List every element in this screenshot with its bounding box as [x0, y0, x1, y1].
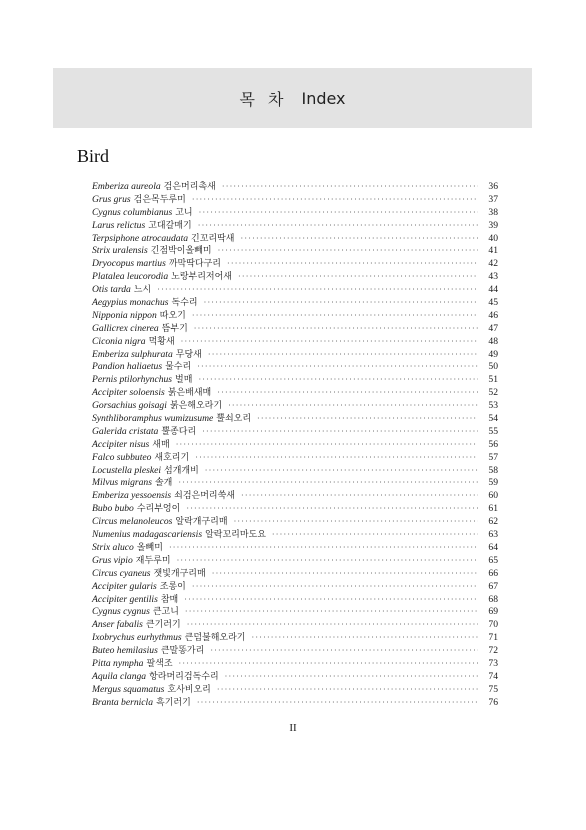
korean-name: 노랑부리저어새: [171, 272, 232, 283]
korean-name: 알락개구리매: [175, 517, 228, 528]
dot-leader: [187, 619, 478, 632]
entry-page-number: 74: [488, 670, 498, 682]
entry-page-number: 68: [488, 593, 498, 605]
scientific-name: Buteo hemilasius: [92, 645, 158, 657]
toc-entry[interactable]: [92, 361, 498, 374]
toc-entry[interactable]: [92, 568, 498, 581]
dot-leader: [195, 452, 478, 465]
toc-entry[interactable]: [92, 594, 498, 607]
entry-page-number: 47: [488, 322, 498, 334]
entry-page-number: 52: [488, 387, 498, 399]
entry-page-number: 62: [488, 516, 498, 528]
entry-page-number: 63: [488, 529, 498, 541]
section-title: Bird: [77, 146, 110, 166]
dot-leader: [257, 413, 478, 426]
scientific-name: Locustella pleskei: [92, 464, 162, 476]
toc-entry[interactable]: [92, 581, 498, 594]
entry-page-number: 56: [488, 438, 498, 450]
toc-entry[interactable]: [92, 207, 498, 220]
entry-page-number: 72: [488, 645, 498, 657]
dot-leader: [197, 361, 478, 374]
entry-page-number: 53: [488, 400, 498, 412]
entry-page-number: 71: [488, 632, 498, 644]
toc-list: [92, 181, 498, 710]
dot-leader: [199, 207, 478, 220]
toc-entry[interactable]: [92, 271, 498, 284]
korean-name: 뿔쇠오리: [216, 414, 252, 425]
dot-leader: [228, 400, 478, 413]
dot-leader: [179, 658, 478, 671]
scientific-name: Accipiter gularis: [92, 580, 157, 592]
dot-leader: [181, 336, 478, 349]
dot-leader: [184, 594, 478, 607]
dot-leader: [272, 529, 478, 542]
dot-leader: [218, 245, 478, 258]
scientific-name: Platalea leucorodia: [92, 271, 169, 283]
korean-name: 느시: [133, 285, 152, 296]
korean-name: 새호리기: [154, 452, 190, 463]
dot-leader: [210, 645, 478, 658]
toc-entry[interactable]: [92, 645, 498, 658]
scientific-name: Pitta nympha: [92, 657, 144, 669]
toc-entry[interactable]: [92, 465, 498, 478]
korean-name: 팔색조: [146, 658, 173, 669]
scientific-name: Cygnus columbianus: [92, 206, 173, 218]
entry-page-number: 54: [488, 413, 498, 425]
korean-name: 큰말똥가리: [160, 646, 205, 657]
page-number: II: [289, 722, 297, 734]
scientific-name: Accipiter gentilis: [92, 593, 158, 605]
entry-page-number: 64: [488, 541, 498, 553]
header-title-english: Index: [301, 88, 346, 108]
dot-leader: [186, 503, 478, 516]
scientific-name: Gallicrex cinerea: [92, 322, 159, 334]
entry-page-number: 59: [488, 477, 498, 489]
scientific-name: Dryocopus martius: [92, 258, 166, 270]
scientific-name: Grus grus: [92, 193, 131, 205]
index-header: [53, 68, 532, 128]
korean-name: 까막딱다구리: [168, 259, 221, 270]
scientific-name: Larus relictus: [92, 219, 146, 231]
dot-leader: [227, 258, 478, 271]
dot-leader: [177, 555, 478, 568]
dot-leader: [198, 220, 478, 233]
dot-leader: [217, 387, 478, 400]
dot-leader: [212, 568, 478, 581]
korean-name: 큰덤불해오라기: [184, 633, 246, 644]
dot-leader: [204, 297, 478, 310]
scientific-name: Emberiza yessoensis: [92, 490, 172, 502]
entry-page-number: 43: [488, 271, 498, 283]
toc-entry[interactable]: [92, 555, 498, 568]
korean-name: 참매: [160, 594, 179, 605]
scientific-name: Gorsachius goisagi: [92, 400, 167, 412]
toc-entry[interactable]: [92, 297, 498, 310]
entry-page-number: 55: [488, 425, 498, 437]
korean-name: 무당새: [175, 349, 202, 360]
korean-name: 고니: [175, 207, 193, 218]
scientific-name: Accipiter nisus: [92, 438, 150, 450]
dot-leader: [194, 323, 478, 336]
toc-entry[interactable]: [92, 374, 498, 387]
scientific-name: Synthliboramphus wumizusume: [92, 413, 214, 425]
korean-name: 올빼미: [136, 542, 163, 553]
scientific-name: Terpsiphone atrocaudata: [92, 232, 189, 244]
entry-page-number: 41: [488, 245, 498, 257]
korean-name: 조롱이: [159, 581, 186, 592]
toc-entry[interactable]: [92, 323, 498, 336]
korean-name: 섬개개비: [164, 465, 199, 476]
scientific-name: Falco subbuteo: [92, 451, 152, 463]
korean-name: 새매: [152, 439, 170, 450]
header-title-korean: 목 차: [239, 89, 288, 109]
korean-name: 긴꼬리딱새: [191, 233, 235, 244]
toc-entry[interactable]: [92, 439, 498, 452]
scientific-name: Circus cyaneus: [92, 567, 151, 579]
korean-name: 따오기: [159, 310, 186, 321]
scientific-name: Numenius madagascariensis: [92, 529, 203, 541]
scientific-name: Accipiter soloensis: [92, 387, 165, 399]
korean-name: 고대갈매기: [148, 220, 192, 231]
korean-name: 알락꼬리마도요: [205, 530, 266, 541]
dot-leader: [217, 684, 478, 697]
toc-entry[interactable]: [92, 516, 498, 529]
scientific-name: Pandion haliaetus: [92, 361, 163, 373]
korean-name: 벌매: [175, 375, 193, 386]
dot-leader: [178, 477, 478, 490]
scientific-name: Otis tarda: [92, 284, 131, 296]
korean-name: 붉은해오라기: [169, 401, 223, 412]
entry-page-number: 46: [488, 309, 498, 321]
korean-name: 쇠검은머리쑥새: [174, 491, 235, 502]
entry-page-number: 66: [488, 567, 498, 579]
toc-entry[interactable]: [92, 697, 498, 710]
scientific-name: Emberiza sulphurata: [92, 348, 173, 360]
scientific-name: Aquila clanga: [92, 670, 147, 682]
scientific-name: Bubo bubo: [92, 503, 134, 515]
toc-entry[interactable]: [92, 336, 498, 349]
toc-entry[interactable]: [92, 310, 498, 323]
korean-name: 뿔종다리: [161, 426, 197, 437]
entry-page-number: 75: [488, 683, 498, 695]
korean-name: 붉은배새매: [167, 388, 212, 399]
toc-entry[interactable]: [92, 684, 498, 697]
entry-page-number: 76: [488, 696, 498, 708]
dot-leader: [192, 581, 478, 594]
korean-name: 긴점박이올빼미: [150, 246, 212, 257]
dot-leader: [222, 181, 478, 194]
entry-page-number: 65: [488, 554, 498, 566]
toc-entry[interactable]: [92, 258, 498, 271]
entry-page-number: 38: [488, 206, 498, 218]
toc-entry[interactable]: [92, 503, 498, 516]
toc-entry[interactable]: [92, 181, 498, 194]
scientific-name: Circus melanoleucos: [92, 516, 173, 528]
korean-name: 솔개: [154, 478, 173, 489]
korean-name: 먹황새: [148, 336, 175, 347]
toc-entry[interactable]: [92, 413, 498, 426]
toc-entry[interactable]: [92, 194, 498, 207]
korean-name: 수리부엉이: [136, 504, 181, 515]
dot-leader: [192, 310, 478, 323]
toc-entry[interactable]: [92, 529, 498, 542]
entry-page-number: 61: [488, 503, 498, 515]
toc-entry[interactable]: [92, 387, 498, 400]
entry-page-number: 44: [488, 284, 498, 296]
korean-name: 재두루미: [135, 555, 171, 566]
toc-entry[interactable]: [92, 658, 498, 671]
scientific-name: Grus vipio: [92, 554, 133, 566]
scientific-name: Strix uralensis: [92, 245, 148, 257]
entry-page-number: 45: [488, 297, 498, 309]
entry-page-number: 49: [488, 348, 498, 360]
entry-page-number: 50: [488, 361, 498, 373]
dot-leader: [205, 465, 478, 478]
entry-page-number: 60: [488, 490, 498, 502]
entry-page-number: 58: [488, 464, 498, 476]
korean-name: 항라머리검독수리: [149, 671, 219, 682]
entry-page-number: 51: [488, 374, 498, 386]
dot-leader: [157, 284, 478, 297]
scientific-name: Milvus migrans: [92, 477, 152, 489]
entry-page-number: 42: [488, 258, 498, 270]
toc-entry[interactable]: [92, 490, 498, 503]
toc-entry[interactable]: [92, 671, 498, 684]
scientific-name: Mergus squamatus: [92, 683, 165, 695]
entry-page-number: 67: [488, 580, 498, 592]
entry-page-number: 36: [488, 181, 498, 192]
toc-entry[interactable]: [92, 245, 498, 258]
toc-entry[interactable]: [92, 284, 498, 297]
dot-leader: [251, 632, 478, 645]
dot-leader: [234, 516, 478, 529]
dot-leader: [241, 490, 478, 503]
entry-page-number: 69: [488, 606, 498, 618]
korean-name: 검은목두루미: [133, 194, 186, 205]
scientific-name: Pernis ptilorhynchus: [92, 374, 173, 386]
scientific-name: Ixobrychus eurhythmus: [92, 632, 182, 644]
entry-page-number: 57: [488, 451, 498, 463]
korean-name: 흑기러기: [156, 697, 191, 708]
scientific-name: Ciconia nigra: [92, 335, 146, 347]
korean-name: 잿빛개구리매: [153, 568, 206, 579]
entry-page-number: 48: [488, 335, 498, 347]
entry-page-number: 37: [488, 193, 498, 205]
dot-leader: [202, 426, 478, 439]
scientific-name: Emberiza aureola: [92, 181, 161, 192]
korean-name: 큰기러기: [145, 620, 181, 631]
toc-entry[interactable]: [92, 452, 498, 465]
toc-entry[interactable]: [92, 220, 498, 233]
scientific-name: Strix aluco: [92, 541, 134, 553]
dot-leader: [185, 606, 478, 619]
scientific-name: Cygnus cygnus: [92, 606, 150, 618]
korean-name: 뜸부기: [161, 323, 188, 334]
korean-name: 독수리: [171, 298, 198, 309]
entry-page-number: 39: [488, 219, 498, 231]
toc-entry[interactable]: [92, 632, 498, 645]
toc-entry[interactable]: [92, 477, 498, 490]
entry-page-number: 70: [488, 619, 498, 631]
entry-page-number: 73: [488, 657, 498, 669]
toc-entry[interactable]: [92, 426, 498, 439]
toc-entry[interactable]: [92, 619, 498, 632]
scientific-name: Galerida cristata: [92, 425, 159, 437]
scientific-name: Aegypius monachus: [92, 297, 169, 309]
scientific-name: Anser fabalis: [92, 619, 143, 631]
scientific-name: Branta bernicla: [92, 696, 154, 708]
scientific-name: Nipponia nippon: [92, 309, 157, 321]
dot-leader: [176, 439, 478, 452]
dot-leader: [208, 349, 478, 362]
dot-leader: [238, 271, 478, 284]
toc-entry[interactable]: [92, 233, 498, 246]
dot-leader: [225, 671, 478, 684]
dot-leader: [197, 697, 478, 710]
korean-name: 검은머리촉새: [163, 182, 216, 192]
toc-entry[interactable]: [92, 349, 498, 362]
dot-leader: [241, 233, 478, 246]
korean-name: 큰고니: [152, 607, 179, 618]
toc-entry[interactable]: [92, 606, 498, 619]
dot-leader: [192, 194, 478, 207]
toc-entry[interactable]: [92, 400, 498, 413]
dot-leader: [198, 374, 478, 387]
entry-page-number: 40: [488, 232, 498, 244]
korean-name: 호사비오리: [167, 684, 211, 695]
korean-name: 물수리: [165, 362, 192, 373]
dot-leader: [169, 542, 478, 555]
toc-entry[interactable]: [92, 542, 498, 555]
